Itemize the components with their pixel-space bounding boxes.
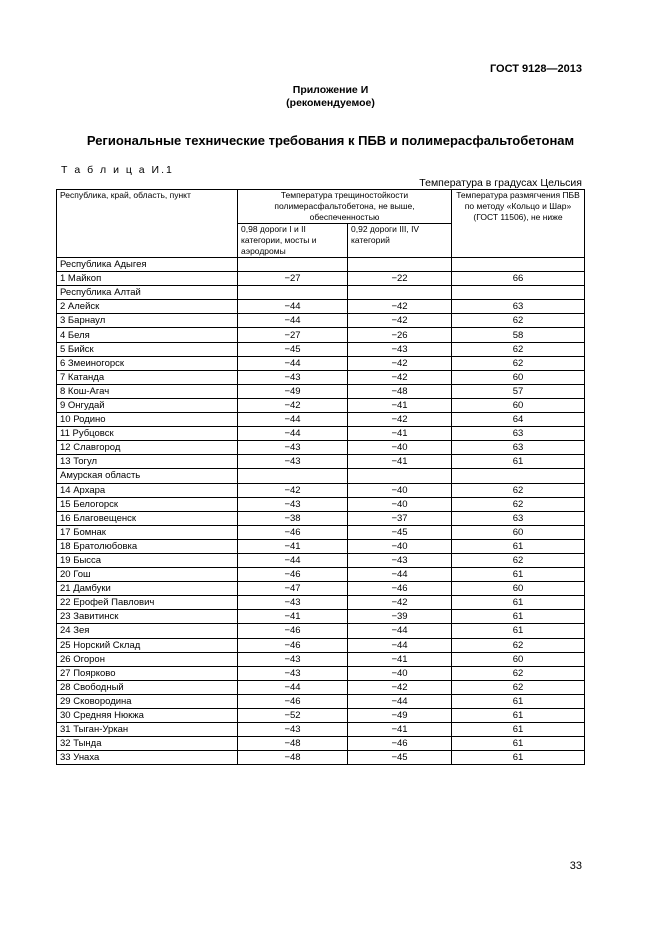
temp-092: −22: [348, 272, 452, 286]
softening-temp: 62: [452, 680, 585, 694]
empty-cell: [348, 469, 452, 483]
temp-092: −45: [348, 525, 452, 539]
appendix-heading: [0, 84, 661, 110]
table-label: Т а б л и ц а И.1: [61, 164, 174, 176]
place-name: 11 Рубцовск: [57, 427, 238, 441]
place-name: 32 Тында: [57, 737, 238, 751]
temp-098: −49: [238, 384, 348, 398]
table-row: [57, 441, 585, 455]
temp-092: −41: [348, 427, 452, 441]
temp-092: −48: [348, 384, 452, 398]
temp-092: −41: [348, 398, 452, 412]
temp-098: −46: [238, 694, 348, 708]
table-row: [57, 455, 585, 469]
temp-098: −43: [238, 455, 348, 469]
softening-temp: 66: [452, 272, 585, 286]
place-name: 2 Алейск: [57, 300, 238, 314]
softening-temp: 63: [452, 300, 585, 314]
col-header-softening: Температура размягчения ПБВ по методу «Кольцо и Шар» (ГОСТ 11506), не ниже: [452, 190, 585, 258]
temp-092: −40: [348, 539, 452, 553]
table-row: [57, 694, 585, 708]
place-name: 33 Унаха: [57, 751, 238, 765]
requirements-table: [56, 189, 585, 765]
temp-092: −26: [348, 328, 452, 342]
place-name: 21 Дамбуки: [57, 582, 238, 596]
table-row: [57, 511, 585, 525]
temp-092: −40: [348, 497, 452, 511]
place-name: 24 Зея: [57, 624, 238, 638]
softening-temp: 60: [452, 398, 585, 412]
empty-cell: [348, 286, 452, 300]
table-row: [57, 427, 585, 441]
page-title: Региональные технические требования к ПБВ и полимерасфальтобетонам: [86, 133, 575, 148]
table-row: [57, 300, 585, 314]
softening-temp: 62: [452, 553, 585, 567]
softening-temp: 61: [452, 610, 585, 624]
softening-temp: 61: [452, 539, 585, 553]
temp-098: −43: [238, 497, 348, 511]
temp-098: −47: [238, 582, 348, 596]
temp-098: −46: [238, 624, 348, 638]
place-name: 23 Завитинск: [57, 610, 238, 624]
temp-098: −46: [238, 638, 348, 652]
empty-cell: [452, 258, 585, 272]
table-row: [57, 497, 585, 511]
temp-098: −43: [238, 652, 348, 666]
place-name: 3 Барнаул: [57, 314, 238, 328]
temp-092: −42: [348, 356, 452, 370]
table-row: [57, 356, 585, 370]
softening-temp: 64: [452, 413, 585, 427]
temp-092: −42: [348, 370, 452, 384]
empty-cell: [452, 286, 585, 300]
page-number: 33: [569, 860, 582, 872]
temp-098: −41: [238, 610, 348, 624]
table-row: [57, 610, 585, 624]
temp-092: −43: [348, 553, 452, 567]
place-name: 28 Свободный: [57, 680, 238, 694]
softening-temp: 63: [452, 427, 585, 441]
softening-temp: 61: [452, 694, 585, 708]
group-name: Республика Алтай: [57, 286, 238, 300]
table-row: [57, 328, 585, 342]
softening-temp: 62: [452, 314, 585, 328]
table-row: [57, 370, 585, 384]
temp-092: −49: [348, 709, 452, 723]
place-name: 31 Тыган-Уркан: [57, 723, 238, 737]
temp-098: −41: [238, 539, 348, 553]
temp-098: −44: [238, 427, 348, 441]
place-name: 16 Благовещенск: [57, 511, 238, 525]
place-name: 7 Катанда: [57, 370, 238, 384]
table-row: [57, 384, 585, 398]
temp-092: −42: [348, 680, 452, 694]
group-row: [57, 258, 585, 272]
table-row: [57, 737, 585, 751]
softening-temp: 63: [452, 441, 585, 455]
softening-temp: 61: [452, 568, 585, 582]
softening-temp: 61: [452, 596, 585, 610]
softening-temp: 61: [452, 723, 585, 737]
place-name: 10 Родино: [57, 413, 238, 427]
temp-098: −44: [238, 553, 348, 567]
group-name: Республика Адыгея: [57, 258, 238, 272]
temp-092: −39: [348, 610, 452, 624]
temp-098: −43: [238, 723, 348, 737]
table-row: [57, 314, 585, 328]
group-row: [57, 469, 585, 483]
empty-cell: [238, 286, 348, 300]
temp-098: −43: [238, 370, 348, 384]
softening-temp: 62: [452, 638, 585, 652]
softening-temp: 60: [452, 652, 585, 666]
temp-098: −43: [238, 666, 348, 680]
softening-temp: 60: [452, 370, 585, 384]
softening-temp: 61: [452, 624, 585, 638]
col-header-crack-098: 0,98 дороги I и II категории, мосты и аэродромы: [238, 224, 348, 258]
temp-092: −44: [348, 568, 452, 582]
temp-092: −44: [348, 694, 452, 708]
temp-092: −42: [348, 596, 452, 610]
place-name: 4 Беля: [57, 328, 238, 342]
col-header-place: Республика, край, область, пункт: [57, 190, 238, 258]
table-row: [57, 624, 585, 638]
table-row: [57, 638, 585, 652]
temp-098: −27: [238, 272, 348, 286]
temp-092: −43: [348, 342, 452, 356]
table-row: [57, 751, 585, 765]
empty-cell: [238, 469, 348, 483]
temp-092: −42: [348, 300, 452, 314]
place-name: 13 Тогул: [57, 455, 238, 469]
table-row: [57, 342, 585, 356]
table-row: [57, 413, 585, 427]
temp-092: −45: [348, 751, 452, 765]
temp-092: −40: [348, 483, 452, 497]
place-name: 25 Норский Склад: [57, 638, 238, 652]
temp-098: −45: [238, 342, 348, 356]
temp-092: −46: [348, 582, 452, 596]
temp-092: −40: [348, 441, 452, 455]
temp-098: −44: [238, 680, 348, 694]
temp-092: −41: [348, 723, 452, 737]
temp-098: −42: [238, 483, 348, 497]
softening-temp: 62: [452, 497, 585, 511]
table-row: [57, 666, 585, 680]
table-row: [57, 723, 585, 737]
place-name: 1 Майкоп: [57, 272, 238, 286]
softening-temp: 60: [452, 525, 585, 539]
place-name: 8 Кош-Агач: [57, 384, 238, 398]
place-name: 15 Белогорск: [57, 497, 238, 511]
empty-cell: [452, 469, 585, 483]
place-name: 19 Бысса: [57, 553, 238, 567]
place-name: 14 Архара: [57, 483, 238, 497]
softening-temp: 62: [452, 356, 585, 370]
temp-092: −40: [348, 666, 452, 680]
standard-number: ГОСТ 9128—2013: [489, 63, 582, 75]
group-row: [57, 286, 585, 300]
softening-temp: 58: [452, 328, 585, 342]
table-row: [57, 272, 585, 286]
table-row: [57, 398, 585, 412]
place-name: 9 Онгудай: [57, 398, 238, 412]
temp-098: −44: [238, 314, 348, 328]
temp-098: −43: [238, 596, 348, 610]
temp-092: −37: [348, 511, 452, 525]
softening-temp: 63: [452, 511, 585, 525]
softening-temp: 57: [452, 384, 585, 398]
temp-098: −42: [238, 398, 348, 412]
temp-092: −44: [348, 624, 452, 638]
softening-temp: 61: [452, 737, 585, 751]
temp-092: −44: [348, 638, 452, 652]
place-name: 27 Поярково: [57, 666, 238, 680]
softening-temp: 61: [452, 709, 585, 723]
softening-temp: 60: [452, 582, 585, 596]
col-header-crack-temp: Температура трещиностойкости полимерасфальтобетона, не выше, обеспеченностью: [238, 190, 452, 224]
table-row: [57, 525, 585, 539]
temp-098: −48: [238, 751, 348, 765]
temp-098: −38: [238, 511, 348, 525]
temp-098: −43: [238, 441, 348, 455]
temp-098: −44: [238, 413, 348, 427]
place-name: 18 Братолюбовка: [57, 539, 238, 553]
col-header-crack-092: 0,92 дороги III, IV категорий: [348, 224, 452, 258]
appendix-status: (рекомендуемое): [286, 97, 375, 109]
temp-098: −46: [238, 525, 348, 539]
table-row: [57, 553, 585, 567]
temp-092: −46: [348, 737, 452, 751]
place-name: 6 Змеиногорск: [57, 356, 238, 370]
temp-098: −44: [238, 356, 348, 370]
temp-098: −48: [238, 737, 348, 751]
appendix-label: Приложение И: [292, 84, 369, 96]
table-row: [57, 483, 585, 497]
softening-temp: 61: [452, 751, 585, 765]
temp-092: −41: [348, 652, 452, 666]
temp-092: −42: [348, 413, 452, 427]
temp-098: −44: [238, 300, 348, 314]
temp-092: −41: [348, 455, 452, 469]
softening-temp: 62: [452, 483, 585, 497]
softening-temp: 62: [452, 342, 585, 356]
temp-098: −52: [238, 709, 348, 723]
place-name: 20 Гош: [57, 568, 238, 582]
empty-cell: [348, 258, 452, 272]
place-name: 17 Бомнак: [57, 525, 238, 539]
temp-092: −42: [348, 314, 452, 328]
place-name: 30 Средняя Нюкжа: [57, 709, 238, 723]
table-row: [57, 680, 585, 694]
table-row: [57, 582, 585, 596]
empty-cell: [238, 258, 348, 272]
place-name: 5 Бийск: [57, 342, 238, 356]
table-body: [57, 258, 585, 765]
units-note: Температура в градусах Цельсия: [419, 177, 582, 189]
table-row: [57, 539, 585, 553]
temp-098: −46: [238, 568, 348, 582]
table-row: [57, 652, 585, 666]
place-name: 29 Сковородина: [57, 694, 238, 708]
group-name: Амурская область: [57, 469, 238, 483]
softening-temp: 62: [452, 666, 585, 680]
place-name: 26 Огорон: [57, 652, 238, 666]
table-row: [57, 568, 585, 582]
temp-098: −27: [238, 328, 348, 342]
place-name: 12 Славгород: [57, 441, 238, 455]
place-name: 22 Ерофей Павлович: [57, 596, 238, 610]
softening-temp: 61: [452, 455, 585, 469]
table-row: [57, 709, 585, 723]
table-row: [57, 596, 585, 610]
